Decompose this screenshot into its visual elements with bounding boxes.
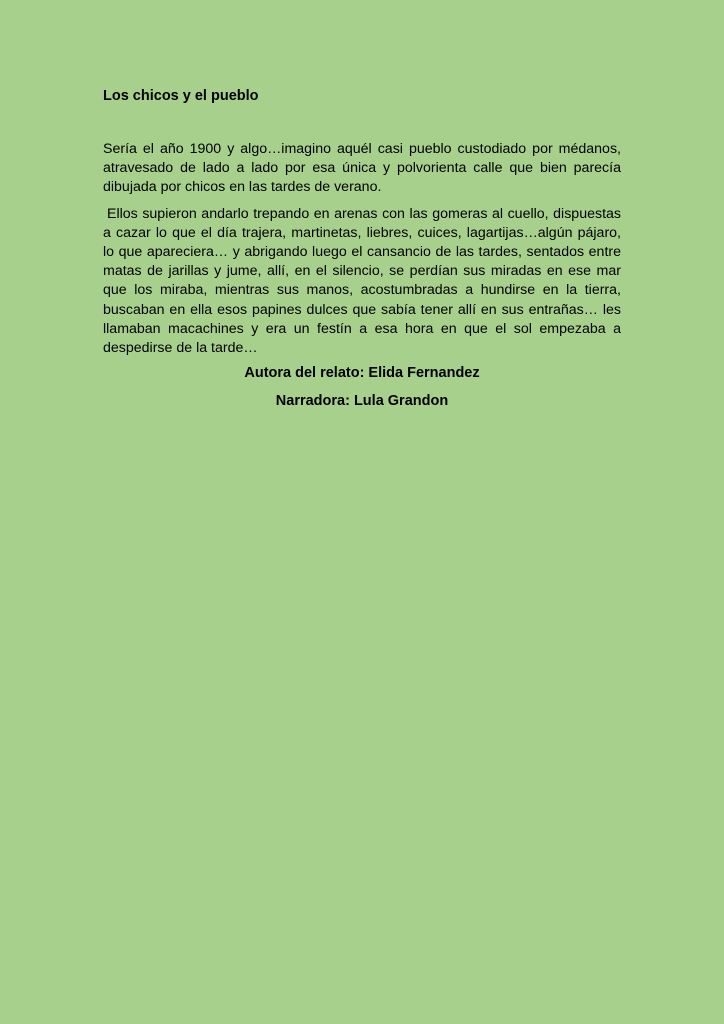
- narrator-credit: Narradora: Lula Grandon: [275, 393, 449, 410]
- paragraph-2: Ellos supieron andarlo trepando en arenas con las gomeras al cuello, dispuestas a cazar lo que el día trajera, martinetas, liebres, cuices, lagartijas…algún pájaro, lo que apareciera… y abrigando luego el cansancio de las tardes, sentados entre matas de jarillas y jume, allí, en el silencio, se perdían sus miradas en ese mar que los miraba, mientras sus manos, acostumbradas a hundirse en la tierra, buscaban en ella esos papines dulces que sabía tener allí en sus entrañas… les llamaban macachines y era un festín a esa hora en que el sol empezaba a despedirse de la tarde…: [103, 205, 621, 357]
- document-title: Los chicos y el pueblo: [103, 88, 259, 104]
- document-page: [103, 86, 621, 411]
- paragraph-1: Sería el año 1900 y algo…imagino aquél casi pueblo custodiado por médanos, atravesado de lado a lado por esa única y polvorienta calle que bien parecía dibujada por chicos en las tardes de verano.: [103, 141, 621, 196]
- author-credit: Autora del relato: Elida Fernandez: [244, 365, 480, 382]
